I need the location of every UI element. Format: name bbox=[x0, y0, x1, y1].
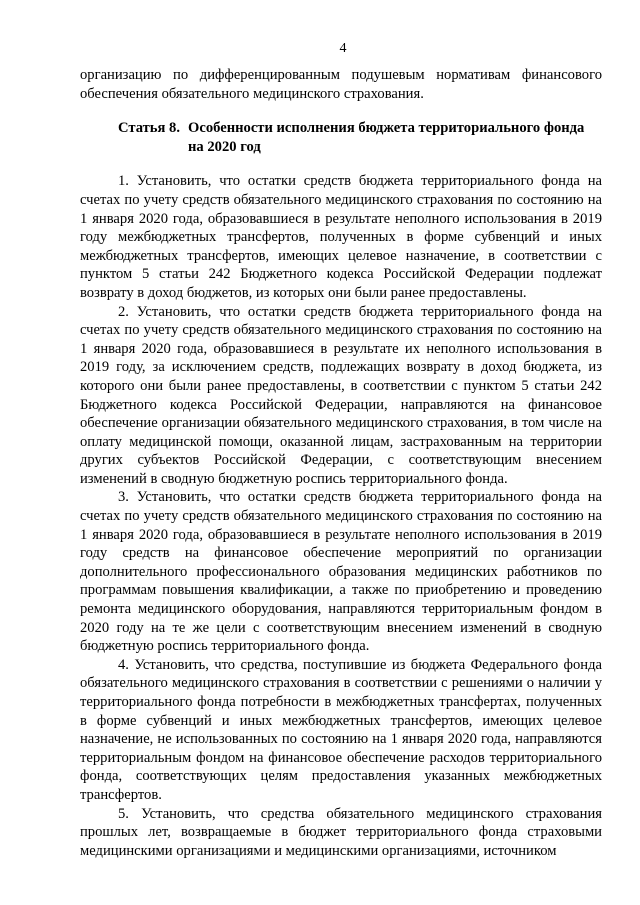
intro-paragraph: организацию по дифференцированным подушевым нормативам финансового обеспечения обязательного медицинского страхования. bbox=[80, 67, 602, 102]
paragraph-3: 3. Установить, что остатки средств бюджета территориального фонда на счетах по учету средств обязательного медицинского страхования по состоянию на 1 января 2020 года, образовавшиеся в результате неполного использования в 2019 году средств на финансовое обеспечение мероприятий по организации дополнительного профессионального образования медицинских работников по программам повышения квалификации, а также по приобретению и проведению ремонта медицинского оборудования, направляются территориальным фондом в 2020 году на те же цели с соответствующим внесением изменений в сводную бюджетную роспись территориального фонда. bbox=[80, 489, 602, 655]
page-number: 4 bbox=[339, 41, 347, 56]
paragraph-2: 2. Установить, что остатки средств бюджета территориального фонда на счетах по учету средств обязательного медицинского страхования по состоянию на 1 января 2020 года, образовавшиеся в результате их неполного использования в 2019 году, за исключением средств, подлежащих возврату в доход бюджета, из которого они были ранее предоставлены, в соответствии с пунктом 5 статьи 242 Бюджетного кодекса Российской Федерации, направляются на финансовое обеспечение организации обязательного медицинского страхования, в том числе на оплату медицинской помощи, оказанной лицам, застрахованным на территории других субъектов Российской Федерации, с соответствующим внесением изменений в сводную бюджетную роспись территориального фонда. bbox=[80, 303, 602, 487]
paragraph-1: 1. Установить, что остатки средств бюджета территориального фонда на счетах по учету средств обязательного медицинского страхования по состоянию на 1 января 2020 года, образовавшиеся в результате неполного использования в 2019 году межбюджетных трансфертов, полученных в форме субвенций и иных межбюджетных трансфертов, имеющих целевое назначение, в соответствии с пунктом 5 статьи 242 Бюджетного кодекса Российской Федерации подлежат возврату в доход бюджетов, из которых они были ранее предоставлены. bbox=[80, 173, 602, 301]
article-heading bbox=[80, 119, 602, 156]
paragraph-5: 5. Установить, что средства обязательного медицинского страхования прошлых лет, возвращаемые в бюджет территориального фонда страховыми медицинскими организациями и медицинскими организациями, источником bbox=[80, 805, 602, 859]
paragraph-4: 4. Установить, что средства, поступившие из бюджета Федерального фонда обязательного медицинского страхования в соответствии с решениями о наличии у территориального фонда потребности в межбюджетных трансфертах, полученных в форме субвенций и иных межбюджетных трансфертов, имеющих целевое назначение, не использованных по состоянию на 1 января 2020 года, направляются территориальным фондом на финансовое обеспечение расходов территориального фонда, соответствующих целям предоставления указанных межбюджетных трансфертов. bbox=[80, 656, 602, 803]
article-title: Особенности исполнения бюджета территориального фонда на 2020 год bbox=[188, 120, 585, 155]
article-label: Статья 8. bbox=[118, 120, 180, 137]
